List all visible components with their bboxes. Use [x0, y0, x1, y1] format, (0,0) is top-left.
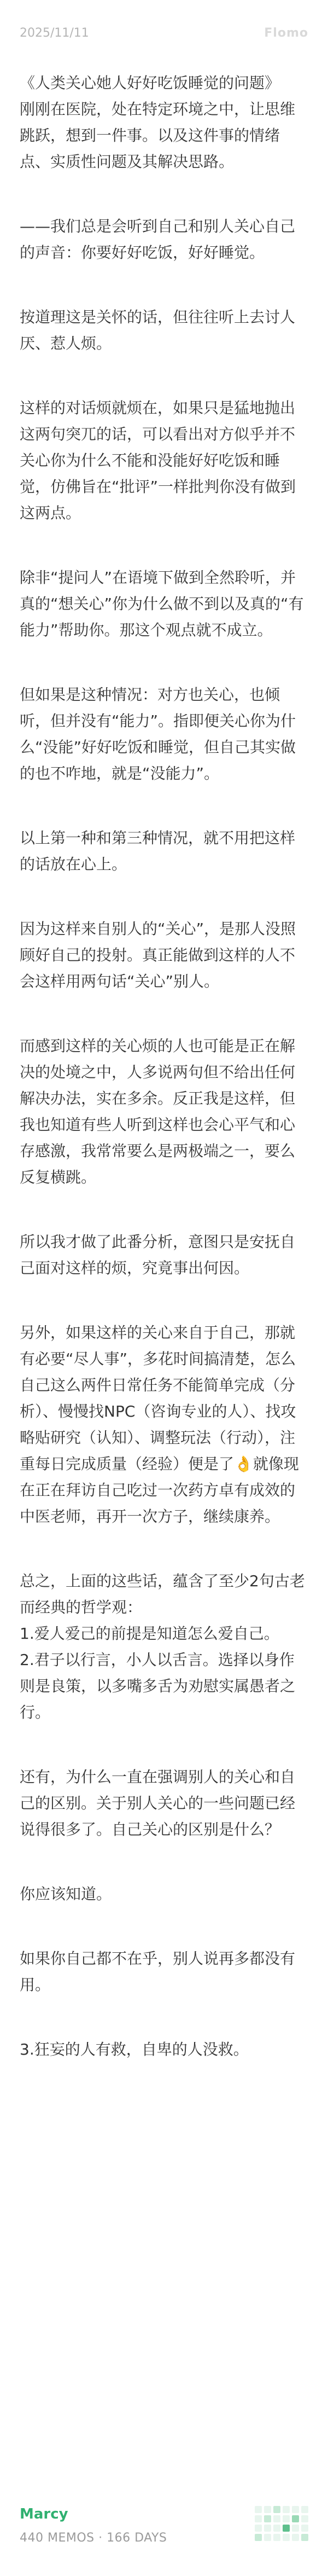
memo-paragraph: 你应该知道。: [20, 1885, 112, 1903]
heatmap-cell: [283, 2506, 290, 2513]
heatmap-cell: [273, 2525, 280, 2532]
memo-paragraph: 而感到这样的关心烦的人也可能是正在解决的处境之中，人多说两句但不给出任何解决办法，实在多余。反正我是这样，但我也知道有些人听到这样也会心平气和心存感激，我常常要么是两极端之一，要么反复横跳。: [20, 1037, 296, 1186]
memo-paragraph: 因为这样来自别人的“关心”，是那人没照顾好自己的投射。真正能做到这样的人不会这样用两句话“关心”别人。: [20, 920, 296, 990]
memo-paragraph: 还有，为什么一直在强调别人的关心和自己的区别。关于别人关心的一些问题已经说得很多了。自己关心的区别是什么？: [20, 1768, 296, 1838]
heatmap-cell: [255, 2525, 262, 2532]
heatmap-cell: [264, 2534, 271, 2541]
memo-header: [20, 22, 308, 44]
heatmap-cell: [301, 2525, 308, 2532]
memo-footer: [20, 2495, 308, 2561]
memo-date: 2025/11/11: [20, 26, 89, 40]
heatmap-cell: [255, 2506, 262, 2513]
heatmap-cell: [292, 2515, 299, 2522]
memo-paragraph: 《人类关心她人好好吃饭睡觉的问题》 刚刚在医院，处在特定环境之中，让思维跳跃，想到一件事。以及这件事的情绪点、实质性问题及其解决思路。: [20, 74, 296, 171]
heatmap-cell: [283, 2525, 290, 2532]
heatmap-cell: [264, 2515, 271, 2522]
brand-logo: Flomo: [264, 26, 308, 40]
heatmap-cell: [292, 2506, 299, 2513]
heatmap-cell: [264, 2525, 271, 2532]
heatmap-cell: [292, 2525, 299, 2532]
heatmap-cell: [273, 2534, 280, 2541]
heatmap-cell: [255, 2515, 262, 2522]
activity-heatmap: [255, 2506, 308, 2541]
heatmap-cell: [301, 2534, 308, 2541]
memo-paragraph: 所以我才做了此番分析，意图只是安抚自己面对这样的烦，究竟事出何因。: [20, 1233, 296, 1277]
heatmap-cell: [264, 2506, 271, 2513]
memo-paragraph: 总之，上面的这些话，蕴含了至少2句古老而经典的哲学观： 1.爱人爱己的前提是知道怎么爱自己。 2.君子以行言，小人以舌言。选择以身作则是良策，以多嘴多舌为劝慰实属愚者之行。: [20, 1572, 305, 1721]
heatmap-cell: [301, 2506, 308, 2513]
memo-paragraph: 如果你自己都不在乎，别人说再多都没有用。: [20, 1950, 296, 1994]
memo-paragraph: 另外，如果这样的关心来自于自己，那就有必要“尽人事”，多花时间搞清楚，怎么自己这么两件日常任务不能简单完成（分析）、慢慢找NPC（咨询专业的人）、找攻略贴研究（认知）、调整玩法（行动），注重每日完成质量（经验）便是了👌就像现在正在拜访自己吃过一次药方卓有成效的中医老师，再开一次方子，继续康养。: [20, 1324, 299, 1525]
memo-paragraph: 除非“提问人”在语境下做到全然聆听，并真的“想关心”你为什么做不到以及真的“有能力”帮助你。那这个观点就不成立。: [20, 568, 304, 639]
memo-paragraph: ——我们总是会听到自己和别人关心自己的声音：你要好好吃饭，好好睡觉。: [20, 217, 296, 262]
memo-paragraph: 这样的对话烦就烦在，如果只是猛地抛出这两句突兀的话，可以看出对方似乎并不关心你为什么不能和没能好好吃饭和睡觉，仿佛旨在“批评”一样批判你没有做到这两点。: [20, 399, 296, 522]
heatmap-cell: [283, 2515, 290, 2522]
heatmap-cell: [273, 2506, 280, 2513]
memo-paragraph: 3.狂妄的人有救，自卑的人没救。: [20, 2040, 249, 2058]
heatmap-cell: [301, 2515, 308, 2522]
heatmap-cell: [283, 2534, 290, 2541]
memo-content: [20, 70, 308, 2063]
memo-paragraph: 按道理这是关怀的话，但往往听上去讨人厌、惹人烦。: [20, 308, 296, 352]
username[interactable]: Marcy: [20, 2506, 68, 2522]
memo-paragraph: 以上第一种和第三种情况，就不用把这样的话放在心上。: [20, 829, 296, 873]
memo-stats: 440 MEMOS · 166 DAYS: [20, 2531, 167, 2545]
heatmap-cell: [292, 2534, 299, 2541]
heatmap-cell: [255, 2534, 262, 2541]
heatmap-cell: [273, 2515, 280, 2522]
memo-paragraph: 但如果是这种情况：对方也关心，也倾听，但并没有“能力”。指即便关心你为什么“没能”好好吃饭和睡觉，但自己其实做的也不咋地，就是“没能力”。: [20, 686, 296, 782]
